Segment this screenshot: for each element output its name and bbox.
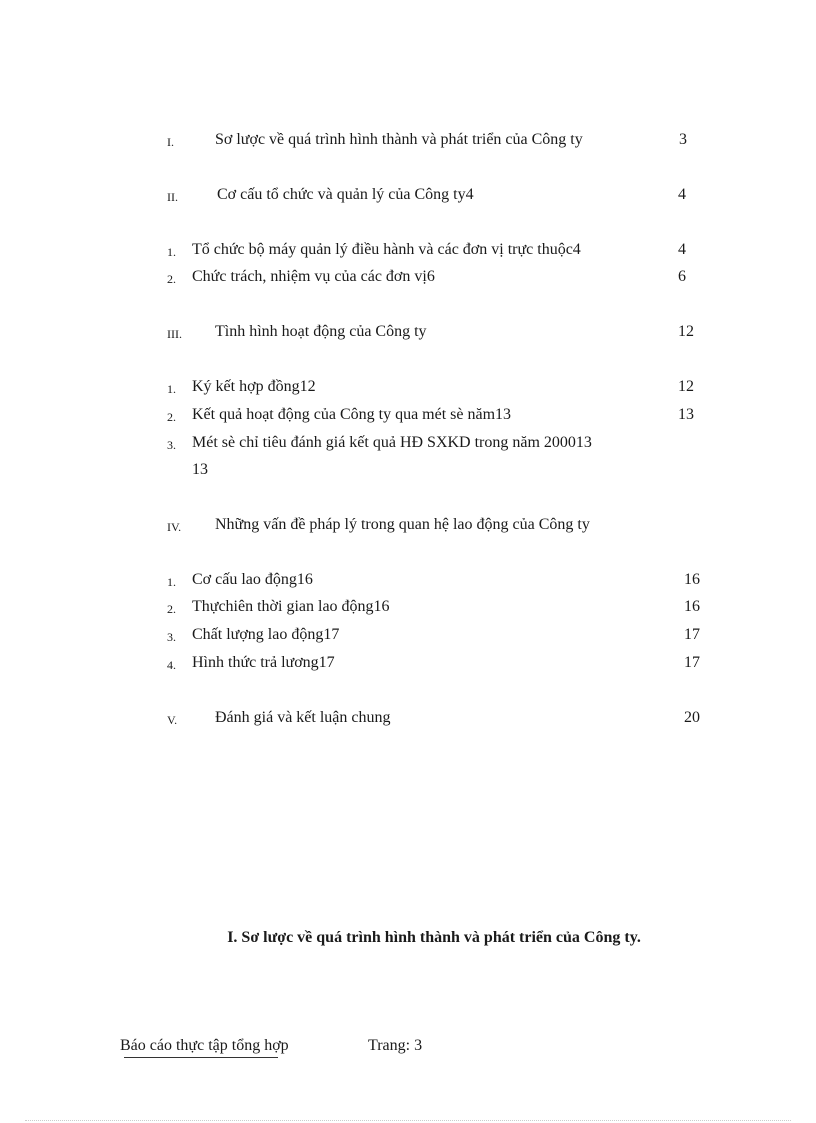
- toc-number: 1.: [167, 382, 176, 396]
- toc-item-4-2[interactable]: [0, 598, 816, 622]
- toc-page: 20: [684, 709, 700, 726]
- toc-item-2-2[interactable]: [0, 268, 816, 292]
- toc-page: 16: [684, 598, 700, 615]
- toc-label: Cơ cấu lao động16: [192, 571, 313, 588]
- toc-page: 17: [684, 654, 700, 671]
- toc-number: 3.: [167, 438, 176, 452]
- toc-number: V.: [167, 713, 178, 727]
- toc-number: 4.: [167, 658, 176, 672]
- toc-number: 2.: [167, 602, 176, 616]
- toc-section-5[interactable]: [0, 709, 816, 733]
- toc-section-1[interactable]: [0, 131, 816, 155]
- toc-label: Thựchiên thời gian lao động16: [192, 598, 390, 615]
- toc-number: 3.: [167, 630, 176, 644]
- toc-label: Những vấn đề pháp lý trong quan hệ lao động của Công ty: [215, 516, 590, 533]
- toc-label: Tình hình hoạt động của Công ty: [215, 323, 427, 340]
- footer-underline: [124, 1057, 278, 1058]
- toc-number: 2.: [167, 410, 176, 424]
- toc-page: 4: [678, 241, 686, 258]
- footer-title: Báo cáo thực tập tổng hợp: [120, 1037, 289, 1054]
- toc-label: Hình thức trả lương17: [192, 654, 335, 671]
- toc-label: Cơ cấu tổ chức và quản lý của Công ty4: [217, 186, 474, 203]
- toc-item-3-2[interactable]: [0, 406, 816, 430]
- toc-number: IV.: [167, 520, 182, 534]
- toc-page: 3: [679, 131, 687, 148]
- toc-item-3-3[interactable]: [0, 434, 816, 458]
- toc-number: 1.: [167, 245, 176, 259]
- toc-number: III.: [167, 327, 182, 341]
- page-break-divider: [25, 1120, 791, 1121]
- toc-number: II.: [167, 190, 178, 204]
- toc-label: Chất lượng lao động17: [192, 626, 340, 643]
- toc-item-4-1[interactable]: [0, 571, 816, 595]
- toc-page: 12: [678, 378, 694, 395]
- toc-page: 4: [678, 186, 686, 203]
- toc-section-4[interactable]: [0, 516, 816, 540]
- toc-item-4-3[interactable]: [0, 626, 816, 650]
- toc-label: Chức trách, nhiệm vụ của các đơn vị6: [192, 268, 435, 285]
- footer-page-number: Trang: 3: [368, 1037, 423, 1054]
- toc-page: 13: [192, 461, 208, 478]
- toc-page: 13: [678, 406, 694, 423]
- toc-section-3[interactable]: [0, 323, 816, 347]
- toc-label: Tổ chức bộ máy quản lý điều hành và các đơn vị trực thuộc4: [192, 241, 581, 258]
- section-heading: I. Sơ lược về quá trình hình thành và phát triển của Công ty.: [227, 929, 641, 946]
- toc-label: Ký kết hợp đồng12: [192, 378, 316, 395]
- toc-page: 16: [684, 571, 700, 588]
- toc-page: 6: [678, 268, 686, 285]
- toc-section-2[interactable]: [0, 186, 816, 210]
- toc-number: 2.: [167, 272, 176, 286]
- toc-label: Kết quả hoạt động của Công ty qua mét sè năm13: [192, 406, 512, 423]
- toc-number: 1.: [167, 575, 176, 589]
- toc-page: 17: [684, 626, 700, 643]
- toc-label: Đánh giá và kết luận chung: [215, 709, 391, 726]
- toc-item-4-4[interactable]: [0, 654, 816, 678]
- toc-page: 12: [678, 323, 694, 340]
- toc-label: Mét sè chỉ tiêu đánh giá kết quả HĐ SXKD trong năm 200013: [192, 434, 592, 451]
- toc-item-3-1[interactable]: [0, 378, 816, 402]
- toc-label: Sơ lược về quá trình hình thành và phát triển của Công ty: [215, 131, 583, 148]
- toc-number: I.: [167, 135, 174, 149]
- toc-item-2-1[interactable]: [0, 241, 816, 265]
